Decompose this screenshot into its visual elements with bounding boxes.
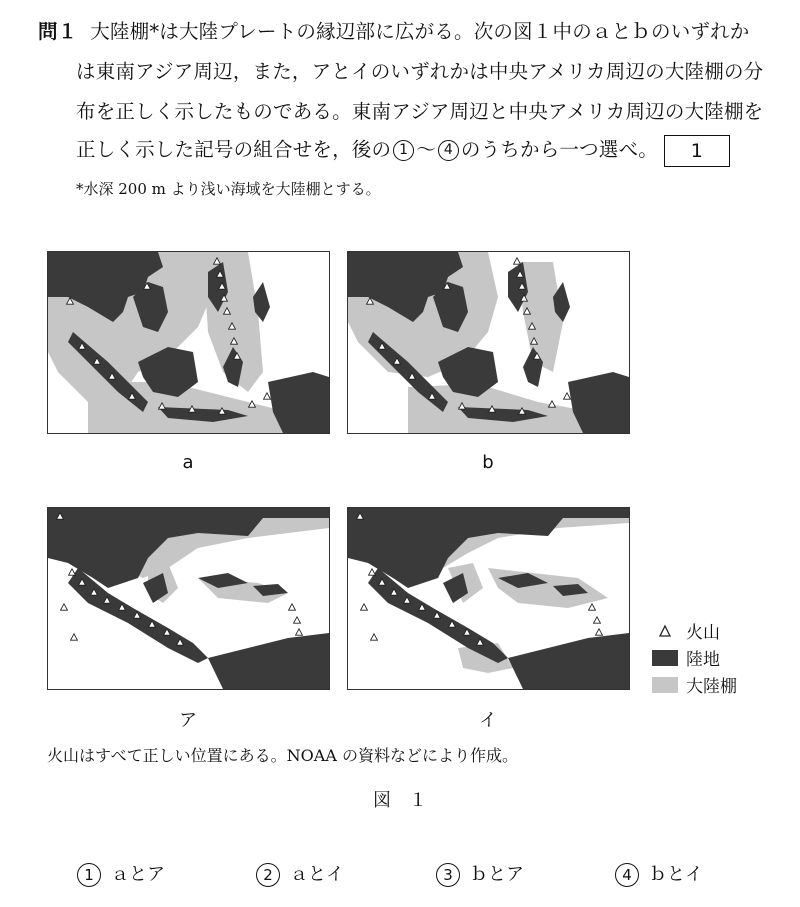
figure-caption: 火山はすべて正しい位置にある。NOAA の資料などにより作成。 [47,746,518,765]
question-line-4 [76,134,730,167]
question-number: 問１ [38,20,78,43]
map-b [347,251,630,434]
shelf-swatch [652,677,678,693]
legend-land [652,644,737,671]
legend-shelf-label: 大陸棚 [686,677,737,697]
question-line-3: 布を正しく示したものである。東南アジア周辺と中央アメリカ周辺の大陸棚を [76,100,764,123]
range-end-marker: 4 [438,140,459,161]
map-i-katakana [347,507,630,690]
legend-volcano [652,617,737,644]
map-a-katakana [47,507,330,690]
footnote: *水深 200 m より浅い海域を大陸棚とする。 [76,180,381,198]
figure-title: 図 １ [373,790,427,811]
question-line-2: は東南アジア周辺，また，アとイのいずれかは中央アメリカ周辺の大陸棚の分 [76,60,764,83]
choice-number-1: 1 [77,863,101,887]
choice-text-1: ａとア [111,864,165,885]
choice-number-2: 2 [256,863,280,887]
legend-shelf [652,671,737,698]
question-text-4b: のうちから一つ選べ。 [460,138,658,161]
choice-4[interactable] [615,860,703,887]
choice-number-3: 3 [436,863,460,887]
map-label-a-katakana: ア [179,710,197,731]
map-label-b: b [482,452,494,473]
legend-land-label: 陸地 [686,650,720,670]
map-a [47,251,330,434]
choice-number-4: 4 [615,863,639,887]
question-text-1: 大陸棚*は大陸プレートの縁辺部に広がる。次の図１中のａとｂのいずれか [90,20,750,43]
choice-text-4: ｂとイ [649,864,703,885]
range-start-marker: 1 [393,140,414,161]
answer-box[interactable]: 1 [664,135,730,167]
question-line-1 [38,16,750,44]
choice-1[interactable] [77,860,165,887]
choice-3[interactable] [436,860,524,887]
map-label-a: a [182,452,194,473]
range-separator: ～ [416,138,436,161]
legend [652,617,737,698]
choice-2[interactable] [256,860,344,887]
choice-text-3: ｂとア [470,864,524,885]
volcano-icon [652,623,678,639]
legend-volcano-label: 火山 [686,623,720,643]
map-label-i-katakana: イ [479,710,497,731]
question-text-4a: 正しく示した記号の組合せを，後の [76,138,392,161]
land-swatch [652,650,678,666]
choice-text-2: ａとイ [290,864,344,885]
